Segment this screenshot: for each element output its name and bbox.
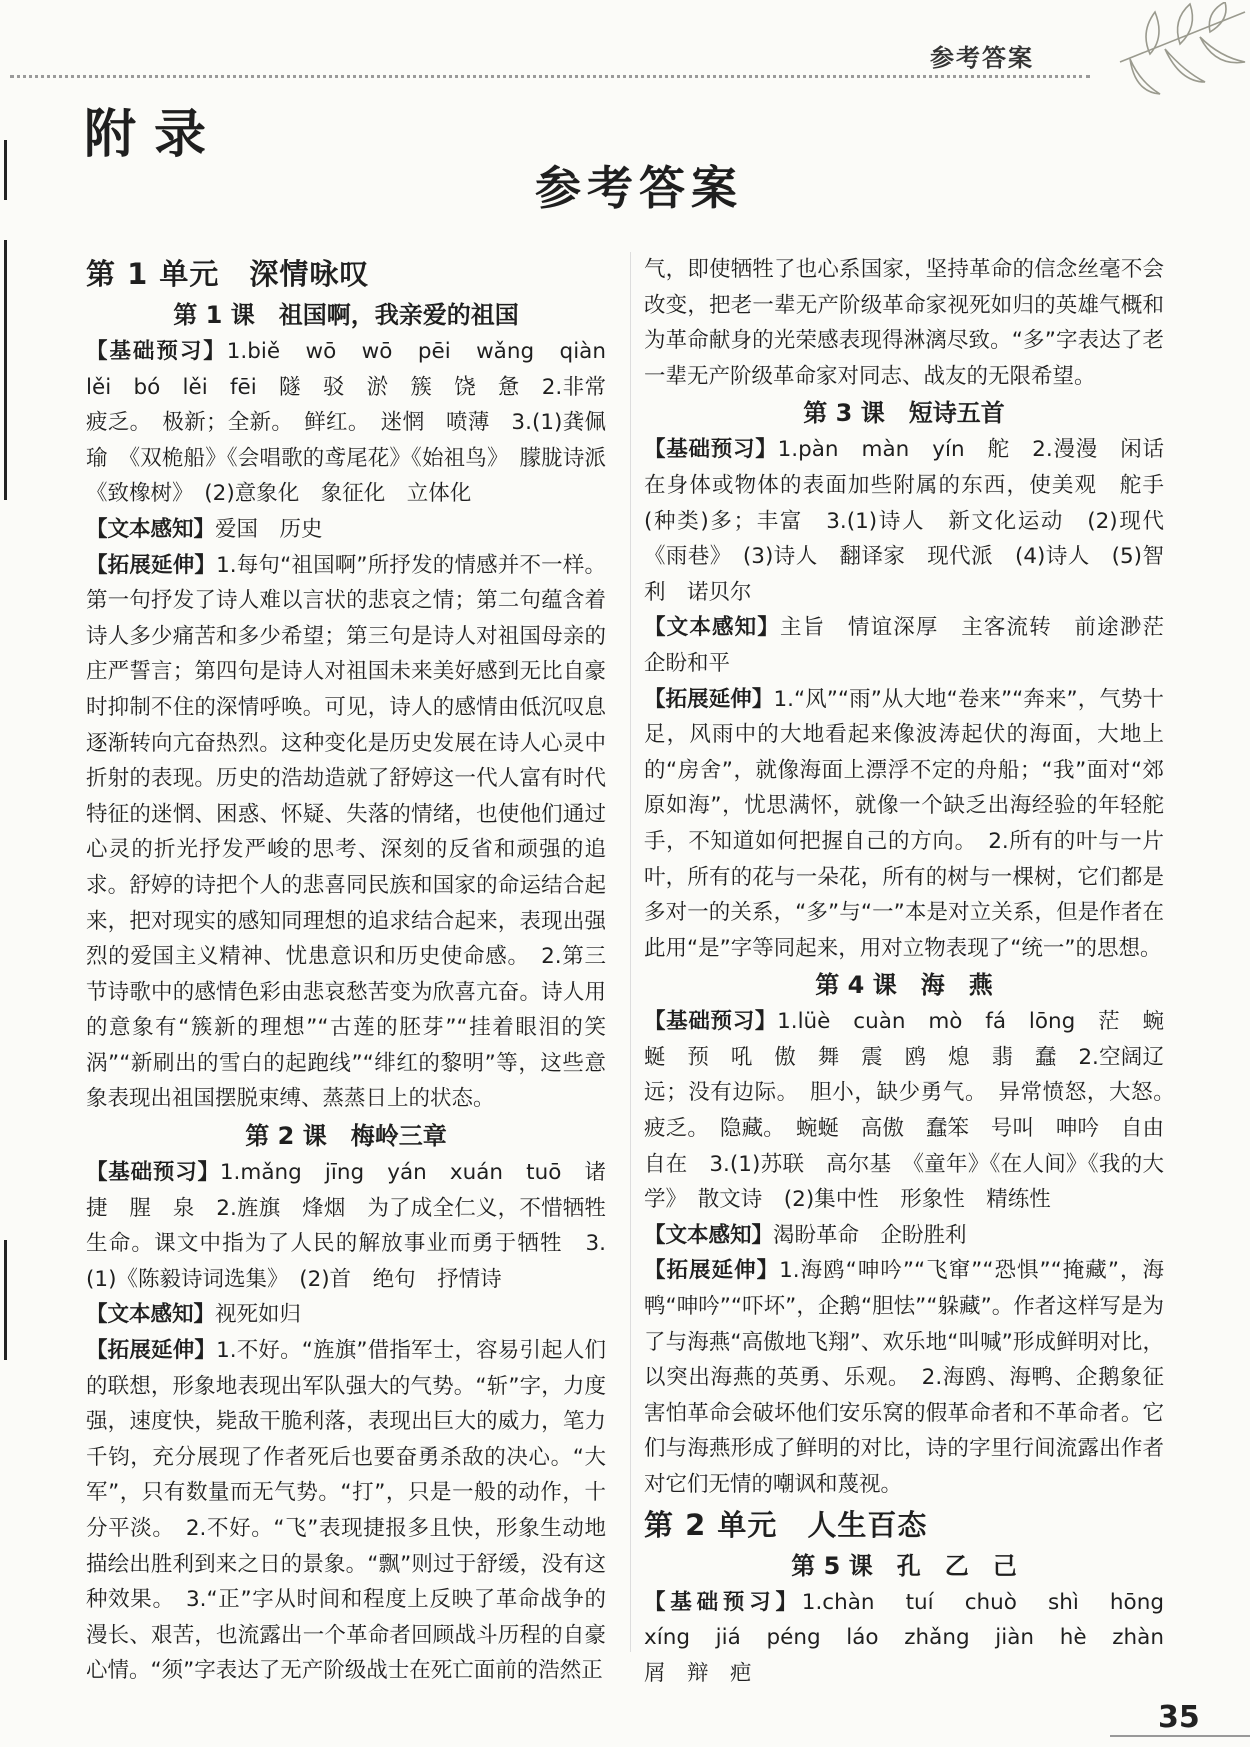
section-tag: 【基础预习】 [86, 1160, 220, 1186]
answer-paragraph [86, 548, 606, 1118]
main-title: 参考答案 [535, 161, 743, 215]
page-number: 35 [1158, 1700, 1200, 1735]
answer-column-left [86, 252, 628, 1689]
answer-text: 视死如归 [215, 1302, 302, 1328]
answer-text: 1.每句“祖国啊”所抒发的情感并不一样。第一句抒发了诗人难以言状的悲哀之情；第二句蕴含着诗人多少痛苦和多少希望；第三句是诗人对祖国母亲的庄严誓言；第四句是诗人对祖国未来美好感到无比自豪时抑制不住的深情呼唤。可见，诗人的感情由低沉叹息逐渐转向亢奋热烈。这种变化是历史发展在诗人心灵中折射的表现。历史的浩劫造就了舒婷这一代人富有时代特征的迷惘、困惑、怀疑、失落的情绪，也使他们通过心灵的折光抒发严峻的思考、深刻的反省和顽强的追求。舒婷的诗把个人的悲喜同民族和国家的命运结合起来，把对现实的感知同理想的追求结合起来，表现出强烈的爱国主义精神、忧患意识和历史使命感。 2.第三节诗歌中的感情色彩由悲哀愁苦变为欣喜亢奋。诗人用的意象有“簇新的理想”“古莲的胚芽”“挂着眼泪的笑涡”“新刷出的雪白的起跑线”“绯红的黎明”等，这些意象表现出祖国摆脱束缚、蒸蒸日上的状态。 [86, 552, 606, 1112]
section-tag: 【文本感知】 [644, 615, 780, 641]
lesson-title: 第 2 课 梅岭三章 [245, 1122, 447, 1151]
answer-text: 气，即使牺牲了也心系国家，坚持革命的信念丝毫不会改变，把老一辈无产阶级革命家视死如归的英雄气概和为革命献身的光荣感表现得淋漓尽致。“多”字表达了老一辈无产阶级革命家对同志、战友的无限希望。 [644, 257, 1164, 389]
answer-text: 渴盼革命 企盼胜利 [773, 1222, 967, 1248]
leaf-decoration-icon [1110, 2, 1250, 97]
answer-text: 1.biě wō wō pēi wǎng qiàn lěi bó lěi fēi 隧 驳 淤 簇 饶 惫 2.非常疲乏。 极新；全新。 鲜红。 迷惘 喷薄 3.(1)龚佩瑜 《双桅船》《会唱歌的鸢尾花》《始祖鸟》 朦胧诗派 《致橡树》 (2)意象化 象征化 立体化 [86, 339, 628, 507]
answer-paragraph [644, 610, 1186, 681]
answer-paragraph [86, 1297, 606, 1333]
section-tag: 【基础预习】 [86, 339, 227, 364]
header-label: 参考答案 [930, 44, 1034, 72]
appendix-title: 附录 [84, 105, 225, 165]
section-tag: 【文本感知】 [86, 516, 216, 542]
binding-mark [4, 140, 7, 200]
answer-text: 1.pàn màn yín 舵 2.漫漫 闲话 在身体或物体的表面加些附属的东西，使美观 舵手 (种类)多；丰富 3.(1)诗人 新文化运动 (2)现代《雨巷》 (3)诗人 翻译家 现代派 (4)诗人 (5)智利 诺贝尔 [644, 437, 1186, 605]
answer-text: 1.“风”“雨”从大地“卷来”“奔来”，气势十足，风雨中的大地看起来像波涛起伏的海面，大地上的“房舍”，就像海面上漂浮不定的舟船；“我”面对“郊原如海”，忧思满怀，就像一个缺乏出海经验的年轻舵手，不知道如何把握自己的方向。 2.所有的叶与一片叶，所有的花与一朵花，所有的树与一棵树，它们都是多对一的关系，“多”与“一”本是对立关系，但是作者在此用“是”字等同起来，用对立物表现了“统一”的思想。 [644, 686, 1164, 961]
answer-paragraph [644, 1585, 1186, 1692]
answer-text: 爱国 历史 [215, 516, 323, 542]
answer-text: 1.mǎng jīng yán xuán tuō 诸 捷 腥 泉 2.旌旗 烽烟 为了成全仁义，不惜牺牲生命。课文中指为了人民的解放事业而勇于牺牲 3.(1)《陈毅诗词选集》 (2)首 绝句 抒情诗 [86, 1160, 628, 1292]
footer-rule [1110, 1735, 1250, 1737]
answer-paragraph [644, 1218, 1164, 1254]
answer-text: 1.海鸥“呻吟”“飞窜”“恐惧”“掩藏”，海鸭“呻吟”“吓坏”，企鹅“胆怯”“躲藏”。作者这样写是为了与海燕“高傲地飞翔”、欢乐地“叫喊”形成鲜明对比，以突出海燕的英勇、乐观。 2.海鸥、海鸭、企鹅象征害怕革命会破坏他们安乐窝的假革命者和不革命者。它们与海燕形成了鲜明的对比，诗的字里行间流露出作者对它们无情的嘲讽和蔑视。 [644, 1258, 1164, 1497]
answer-column-right [644, 252, 1186, 1691]
answer-text: 1.不好。“旌旗”借指军士，容易引起人们的联想，形象地表现出军队强大的气势。“斩”字，力度强，速度快，毙敌干脆利落，表现出巨大的威力，笔力千钧，充分展现了作者死后也要奋勇杀敌的决心。“大军”，只有数量而无气势。“打”，只是一般的动作，十分平淡。 2.不好。“飞”表现捷报多且快，形象生动地描绘出胜利到来之日的景象。“飘”则过于舒缓，没有这种效果。 3.“正”字从时间和程度上反映了革命战争的漫长、艰苦，也流露出一个革命者回顾战斗历程的自豪心情。“须”字表达了无产阶级战士在死亡面前的浩然正 [86, 1338, 606, 1684]
lesson-title: 第 4 课 海 燕 [815, 971, 993, 1000]
answer-paragraph [644, 252, 1164, 394]
binding-mark [4, 240, 7, 500]
section-tag: 【拓展延伸】 [86, 1338, 217, 1364]
page-header [0, 0, 1250, 80]
unit-title: 第 1 单元 深情咏叹 [86, 257, 370, 291]
answer-paragraph [644, 432, 1186, 610]
section-tag: 【拓展延伸】 [644, 686, 774, 712]
answer-paragraph [86, 1333, 606, 1689]
section-tag: 【拓展延伸】 [86, 552, 217, 578]
header-dotted-rule [10, 75, 1090, 78]
answer-paragraph [644, 1253, 1164, 1502]
lesson-title: 第 1 课 祖国啊，我亲爱的祖国 [173, 301, 519, 329]
section-tag: 【基础预习】 [644, 437, 778, 463]
answer-paragraph [644, 1004, 1186, 1218]
answer-paragraph [86, 1155, 628, 1297]
section-tag: 【基础预习】 [644, 1589, 802, 1615]
lesson-title: 第 5 课 孔 乙 己 [791, 1551, 1017, 1580]
column-divider [630, 252, 631, 1652]
unit-title: 第 2 单元 人生百态 [644, 1507, 928, 1542]
section-tag: 【基础预习】 [644, 1009, 778, 1035]
section-tag: 【文本感知】 [644, 1222, 774, 1248]
answer-paragraph [86, 334, 628, 512]
answer-text: 1.lüè cuàn mò fá lōng 茫 蜿蜒 预 吼 傲 舞 震 鸥 熄 翡 蠢 2.空阔辽远；没有边际。 胆小，缺少勇气。 异常愤怒，大怒。 疲乏。 隐藏。 蜿蜒 高傲 蠢笨 号叫 呻吟 自由自在 3.(1)苏联 高尔基 《童年》《在人间》《我的大学》 散文诗 (2)集中性 形象性 精练性 [644, 1009, 1186, 1213]
section-tag: 【拓展延伸】 [644, 1258, 780, 1284]
binding-mark [4, 1240, 7, 1360]
answer-paragraph [86, 512, 606, 548]
answer-paragraph [644, 682, 1164, 967]
answer-text: 1.chàn tuí chuò shì hōng xíng jiá péng láo zhǎng jiàn hè zhàn 屑 辩 疤 [644, 1589, 1186, 1686]
answer-text: 主旨 情谊深厚 主客流转 前途渺茫 企盼和平 [644, 615, 1186, 676]
lesson-title: 第 3 课 短诗五首 [803, 399, 1005, 428]
section-tag: 【文本感知】 [86, 1302, 216, 1328]
